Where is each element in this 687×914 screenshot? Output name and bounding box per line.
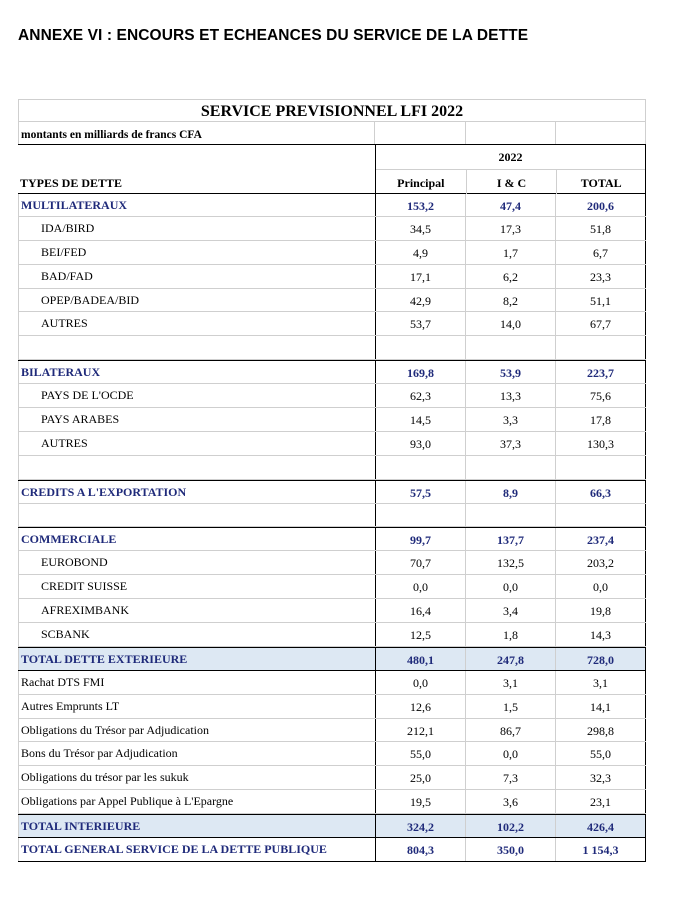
ic-cell: 86,7 bbox=[465, 719, 555, 742]
total-cell: 130,3 bbox=[555, 432, 646, 455]
ic-cell: 132,5 bbox=[465, 551, 555, 574]
principal-cell: 169,8 bbox=[375, 361, 465, 383]
table-row bbox=[18, 360, 646, 384]
table-row bbox=[18, 527, 646, 551]
ic-cell: 14,0 bbox=[465, 312, 555, 335]
total-cell: 6,7 bbox=[555, 241, 646, 264]
total-cell: 23,3 bbox=[555, 265, 646, 288]
col-header-ic: I & C bbox=[466, 170, 558, 194]
total-cell: 32,3 bbox=[555, 766, 646, 789]
principal-cell: 12,5 bbox=[375, 623, 465, 646]
row-label: MULTILATERAUX bbox=[18, 194, 375, 216]
principal-cell: 0,0 bbox=[375, 671, 465, 694]
total-cell: 51,1 bbox=[555, 289, 646, 312]
total-cell: 200,6 bbox=[555, 194, 646, 216]
table-title: SERVICE PREVISIONNEL LFI 2022 bbox=[18, 99, 646, 122]
table-row bbox=[18, 742, 646, 766]
table-row bbox=[18, 217, 646, 241]
total-internal-row bbox=[18, 814, 646, 838]
table-row bbox=[18, 312, 646, 336]
row-label: CREDITS A L'EXPORTATION bbox=[18, 481, 375, 503]
total-cell: 14,1 bbox=[555, 695, 646, 718]
ic-cell: 3,4 bbox=[465, 599, 555, 622]
principal-cell: 19,5 bbox=[375, 790, 465, 813]
table-row bbox=[18, 289, 646, 313]
ic-cell: 3,6 bbox=[465, 790, 555, 813]
spacer-row bbox=[18, 456, 646, 480]
table-row bbox=[18, 671, 646, 695]
total-cell: 23,1 bbox=[555, 790, 646, 813]
row-label: BEI/FED bbox=[18, 241, 375, 264]
table-row bbox=[18, 480, 646, 504]
row-label: BAD/FAD bbox=[18, 265, 375, 288]
row-label: TOTAL INTERIEURE bbox=[18, 815, 375, 837]
ic-cell: 0,0 bbox=[465, 575, 555, 598]
principal-cell: 53,7 bbox=[375, 312, 465, 335]
table-row bbox=[18, 790, 646, 814]
principal-cell: 16,4 bbox=[375, 599, 465, 622]
ic-cell: 6,2 bbox=[465, 265, 555, 288]
ic-cell: 3,3 bbox=[465, 408, 555, 431]
spacer-row bbox=[18, 336, 646, 360]
principal-cell: 212,1 bbox=[375, 719, 465, 742]
row-label: EUROBOND bbox=[18, 551, 375, 574]
total-cell: 0,0 bbox=[555, 575, 646, 598]
ic-cell: 1,7 bbox=[465, 241, 555, 264]
ic-cell: 53,9 bbox=[465, 361, 555, 383]
spacer-row bbox=[18, 504, 646, 528]
annex-title: ANNEXE VI : ENCOURS ET ECHEANCES DU SERVICE DE LA DETTE bbox=[18, 27, 529, 44]
table-row bbox=[18, 193, 646, 217]
total-cell: 298,8 bbox=[555, 719, 646, 742]
total-cell: 1 154,3 bbox=[555, 838, 646, 861]
units-label: montants en milliards de francs CFA bbox=[18, 122, 374, 144]
principal-cell: 25,0 bbox=[375, 766, 465, 789]
units-row bbox=[18, 122, 646, 145]
table-row bbox=[18, 265, 646, 289]
table-row bbox=[18, 599, 646, 623]
row-label: CREDIT SUISSE bbox=[18, 575, 375, 598]
col-header-principal: Principal bbox=[397, 176, 445, 190]
total-cell: 17,8 bbox=[555, 408, 646, 431]
row-label: Autres Emprunts LT bbox=[18, 695, 375, 718]
ic-cell: 247,8 bbox=[465, 648, 555, 670]
principal-cell: 70,7 bbox=[375, 551, 465, 574]
total-cell: 14,3 bbox=[555, 623, 646, 646]
ic-cell: 13,3 bbox=[465, 384, 555, 407]
ic-cell: 1,8 bbox=[465, 623, 555, 646]
table-row bbox=[18, 719, 646, 743]
total-cell: 728,0 bbox=[555, 648, 646, 670]
principal-cell: 0,0 bbox=[375, 575, 465, 598]
ic-cell: 47,4 bbox=[465, 194, 555, 216]
row-label: BILATERAUX bbox=[18, 361, 375, 383]
table-row bbox=[18, 384, 646, 408]
row-label: Rachat DTS FMI bbox=[18, 671, 375, 694]
total-cell: 67,7 bbox=[555, 312, 646, 335]
row-label: TOTAL DETTE EXTERIEURE bbox=[18, 648, 375, 670]
table-row bbox=[18, 695, 646, 719]
debt-service-table bbox=[18, 99, 646, 862]
principal-cell: 34,5 bbox=[375, 217, 465, 240]
ic-cell: 0,0 bbox=[465, 742, 555, 765]
table-row bbox=[18, 432, 646, 456]
ic-cell: 37,3 bbox=[465, 432, 555, 455]
table-row bbox=[18, 551, 646, 575]
principal-cell: 62,3 bbox=[375, 384, 465, 407]
total-cell: 426,4 bbox=[555, 815, 646, 837]
col-header-total: TOTAL bbox=[580, 176, 622, 190]
row-label: SCBANK bbox=[18, 623, 375, 646]
ic-cell: 1,5 bbox=[465, 695, 555, 718]
ic-cell: 102,2 bbox=[465, 815, 555, 837]
principal-cell: 153,2 bbox=[375, 194, 465, 216]
ic-cell: 17,3 bbox=[465, 217, 555, 240]
total-cell: 203,2 bbox=[555, 551, 646, 574]
row-label: PAYS ARABES bbox=[18, 408, 375, 431]
ic-cell: 3,1 bbox=[465, 671, 555, 694]
total-cell: 237,4 bbox=[555, 528, 646, 550]
row-label: OPEP/BADEA/BID bbox=[18, 289, 375, 312]
row-label: TOTAL GENERAL SERVICE DE LA DETTE PUBLIQUE bbox=[18, 838, 375, 861]
principal-cell: 99,7 bbox=[375, 528, 465, 550]
principal-cell: 12,6 bbox=[375, 695, 465, 718]
principal-cell: 57,5 bbox=[375, 481, 465, 503]
row-label: AFREXIMBANK bbox=[18, 599, 375, 622]
total-cell: 66,3 bbox=[555, 481, 646, 503]
principal-cell: 480,1 bbox=[375, 648, 465, 670]
row-label: Obligations du trésor par les sukuk bbox=[18, 766, 375, 789]
principal-cell: 324,2 bbox=[375, 815, 465, 837]
total-external-row bbox=[18, 647, 646, 671]
col-header-type: TYPES DE DETTE bbox=[20, 176, 123, 190]
total-cell: 55,0 bbox=[555, 742, 646, 765]
ic-cell: 137,7 bbox=[465, 528, 555, 550]
total-cell: 223,7 bbox=[555, 361, 646, 383]
total-cell: 51,8 bbox=[555, 217, 646, 240]
total-cell: 19,8 bbox=[555, 599, 646, 622]
table-row bbox=[18, 623, 646, 647]
table-row bbox=[18, 575, 646, 599]
row-label: Obligations du Trésor par Adjudication bbox=[18, 719, 375, 742]
header-row bbox=[18, 145, 646, 193]
row-label: COMMERCIALE bbox=[18, 528, 375, 550]
total-cell: 3,1 bbox=[555, 671, 646, 694]
row-label: Obligations par Appel Publique à L'Epargne bbox=[18, 790, 375, 813]
grand-total-row bbox=[18, 838, 646, 862]
ic-cell: 350,0 bbox=[465, 838, 555, 861]
total-cell: 75,6 bbox=[555, 384, 646, 407]
principal-cell: 4,9 bbox=[375, 241, 465, 264]
principal-cell: 42,9 bbox=[375, 289, 465, 312]
row-label: AUTRES bbox=[18, 312, 375, 335]
row-label: AUTRES bbox=[18, 432, 375, 455]
year-header: 2022 bbox=[376, 145, 645, 170]
row-label: Bons du Trésor par Adjudication bbox=[18, 742, 375, 765]
principal-cell: 14,5 bbox=[375, 408, 465, 431]
row-label: PAYS DE L'OCDE bbox=[18, 384, 375, 407]
principal-cell: 804,3 bbox=[375, 838, 465, 861]
table-row bbox=[18, 408, 646, 432]
principal-cell: 93,0 bbox=[375, 432, 465, 455]
principal-cell: 17,1 bbox=[375, 265, 465, 288]
table-row bbox=[18, 241, 646, 265]
ic-cell: 8,2 bbox=[465, 289, 555, 312]
row-label: IDA/BIRD bbox=[18, 217, 375, 240]
ic-cell: 7,3 bbox=[465, 766, 555, 789]
table-row bbox=[18, 766, 646, 790]
principal-cell: 55,0 bbox=[375, 742, 465, 765]
ic-cell: 8,9 bbox=[465, 481, 555, 503]
